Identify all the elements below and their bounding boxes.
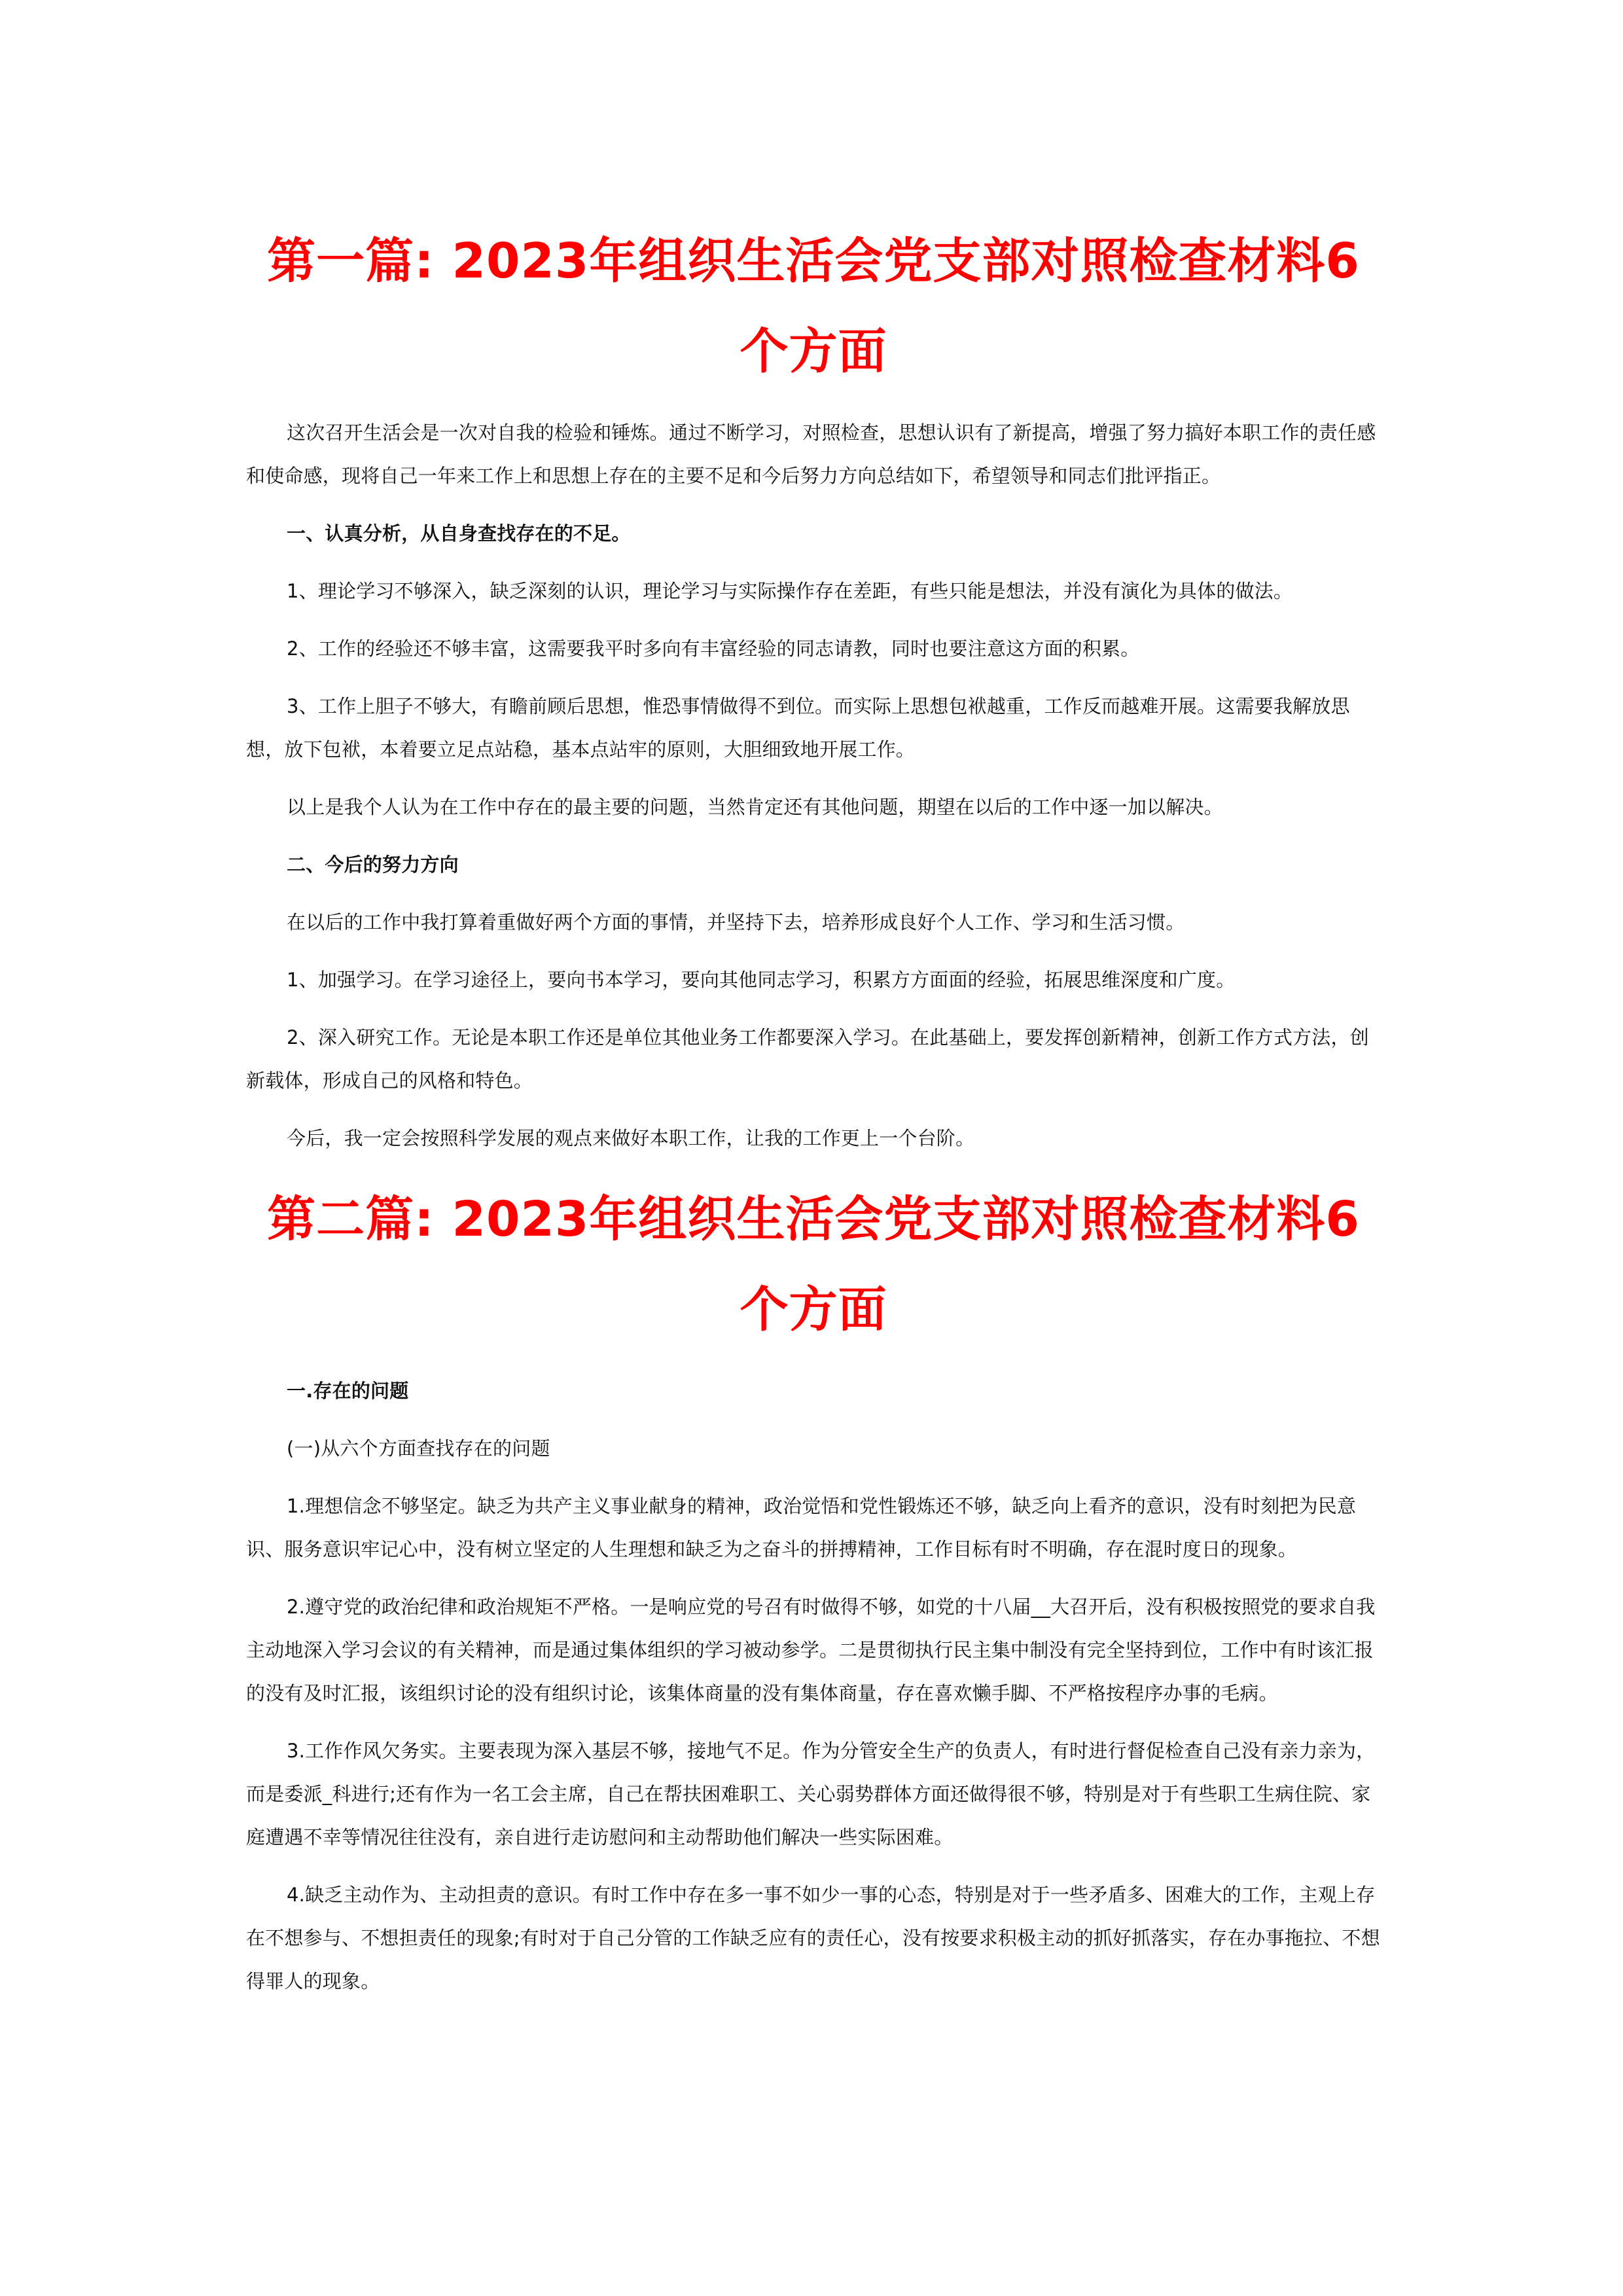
paragraph: 1、加强学习。在学习途径上，要向书本学习，要向其他同志学习，积累方方面面的经验，拓展思维深度和广度。 <box>287 969 1236 991</box>
paragraph: 以上是我个人认为在工作中存在的最主要的问题，当然肯定还有其他问题，期望在以后的工作中逐一加以解决。 <box>287 796 1223 818</box>
section-1-title: 第一篇: 2023年组织生活会党支部对照检查材料6个方面 <box>267 233 1360 380</box>
paragraph: (一)从六个方面查找存在的问题 <box>287 1437 550 1460</box>
section-heading: 一、认真分析，从自身查找存在的不足。 <box>287 522 631 545</box>
section-heading: 一.存在的问题 <box>287 1380 409 1402</box>
paragraph: 4.缺乏主动作为、主动担责的意识。有时工作中存在多一事不如少一事的心态，特别是对于一些矛盾多、困难大的工作，主观上存在不想参与、不想担责任的现象;有时对于自己分管的工作缺乏应有的责任心，没有按要求积极主动的抓好抓落实，存在办事拖拉、不想得罪人的现象。 <box>246 1884 1380 1992</box>
paragraph: 1、理论学习不够深入，缺乏深刻的认识，理论学习与实际操作存在差距，有些只能是想法，并没有演化为具体的做法。 <box>287 580 1293 602</box>
paragraph: 1.理想信念不够坚定。缺乏为共产主义事业献身的精神，政治觉悟和党性锻炼还不够，缺乏向上看齐的意识，没有时刻把为民意识、服务意识牢记心中，没有树立坚定的人生理想和缺乏为之奋斗的拼搏精神，工作目标有时不明确，存在混时度日的现象。 <box>246 1495 1357 1560</box>
paragraph: 2、深入研究工作。无论是本职工作还是单位其他业务工作都要深入学习。在此基础上，要发挥创新精神，创新工作方式方法，创新载体，形成自己的风格和特色。 <box>246 1026 1369 1092</box>
paragraph: 这次召开生活会是一次对自我的检验和锤炼。通过不断学习，对照检查，思想认识有了新提高，增强了努力搞好本职工作的责任感和使命感，现将自己一年来工作上和思想上存在的主要不足和今后努力方向总结如下，希望领导和同志们批评指正。 <box>246 422 1376 487</box>
paragraph: 2.遵守党的政治纪律和政治规矩不严格。一是响应党的号召有时做得不够，如党的十八届__大召开后，没有积极按照党的要求自我主动地深入学习会议的有关精神，而是通过集体组织的学习被动参学。二是贯彻执行民主集中制没有完全坚持到位，工作中有时该汇报的没有及时汇报，该组织讨论的没有组织讨论，该集体商量的没有集体商量，存在喜欢懒手脚、不严格按程序办事的毛病。 <box>246 1596 1376 1704</box>
paragraph: 2、工作的经验还不够丰富，这需要我平时多向有丰富经验的同志请教，同时也要注意这方面的积累。 <box>287 637 1140 660</box>
paragraph: 在以后的工作中我打算着重做好两个方面的事情，并坚持下去，培养形成良好个人工作、学习和生活习惯。 <box>287 911 1185 933</box>
paragraph: 3、工作上胆子不够大，有瞻前顾后思想，惟恐事情做得不到位。而实际上思想包袱越重，工作反而越难开展。这需要我解放思想，放下包袱，本着要立足点站稳，基本点站牢的原则，大胆细致地开展工作。 <box>246 695 1350 761</box>
section-2-title: 第二篇: 2023年组织生活会党支部对照检查材料6个方面 <box>267 1191 1360 1338</box>
document-body <box>246 216 1381 2017</box>
paragraph: 3.工作作风欠务实。主要表现为深入基层不够，接地气不足。作为分管安全生产的负责人，有时进行督促检查自己没有亲力亲为，而是委派_科进行;还有作为一名工会主席，自己在帮扶困难职工、关心弱势群体方面还做得很不够，特别是对于有些职工生病住院、家庭遭遇不幸等情况往往没有，亲自进行走访慰问和主动帮助他们解决一些实际困难。 <box>246 1740 1376 1848</box>
paragraph: 今后，我一定会按照科学发展的观点来做好本职工作，让我的工作更上一个台阶。 <box>287 1127 975 1149</box>
section-heading: 二、今后的努力方向 <box>287 853 459 876</box>
